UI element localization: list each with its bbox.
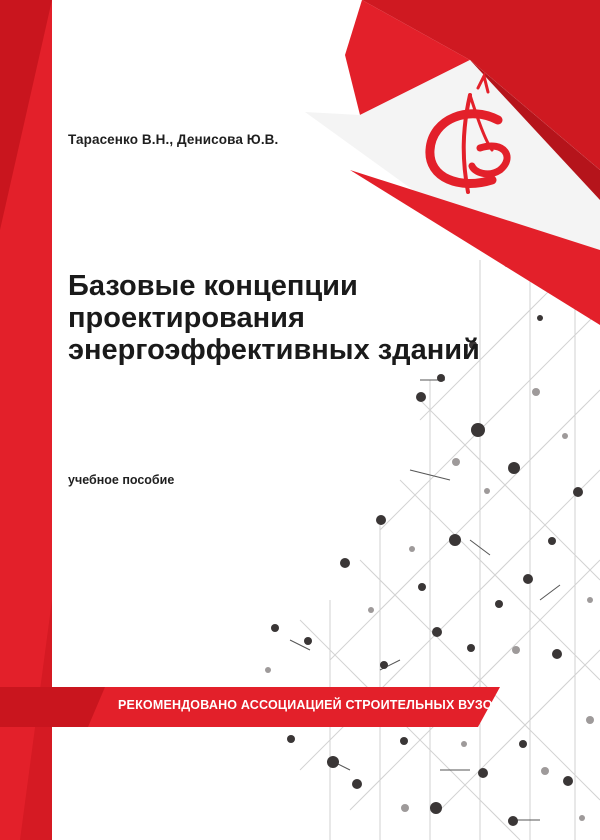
book-subtitle: учебное пособие xyxy=(68,473,175,487)
book-authors: Тарасенко В.Н., Денисова Ю.В. xyxy=(68,132,279,147)
book-title-line: Базовые концепции xyxy=(68,270,358,302)
book-title-line: энергоэффективных зданий xyxy=(68,334,480,366)
recommendation-banner-text: РЕКОМЕНДОВАНО АССОЦИАЦИЕЙ СТРОИТЕЛЬНЫХ ВУЗОВ xyxy=(118,698,502,712)
book-title xyxy=(68,270,538,366)
book-title-line: проектирования xyxy=(68,302,305,334)
